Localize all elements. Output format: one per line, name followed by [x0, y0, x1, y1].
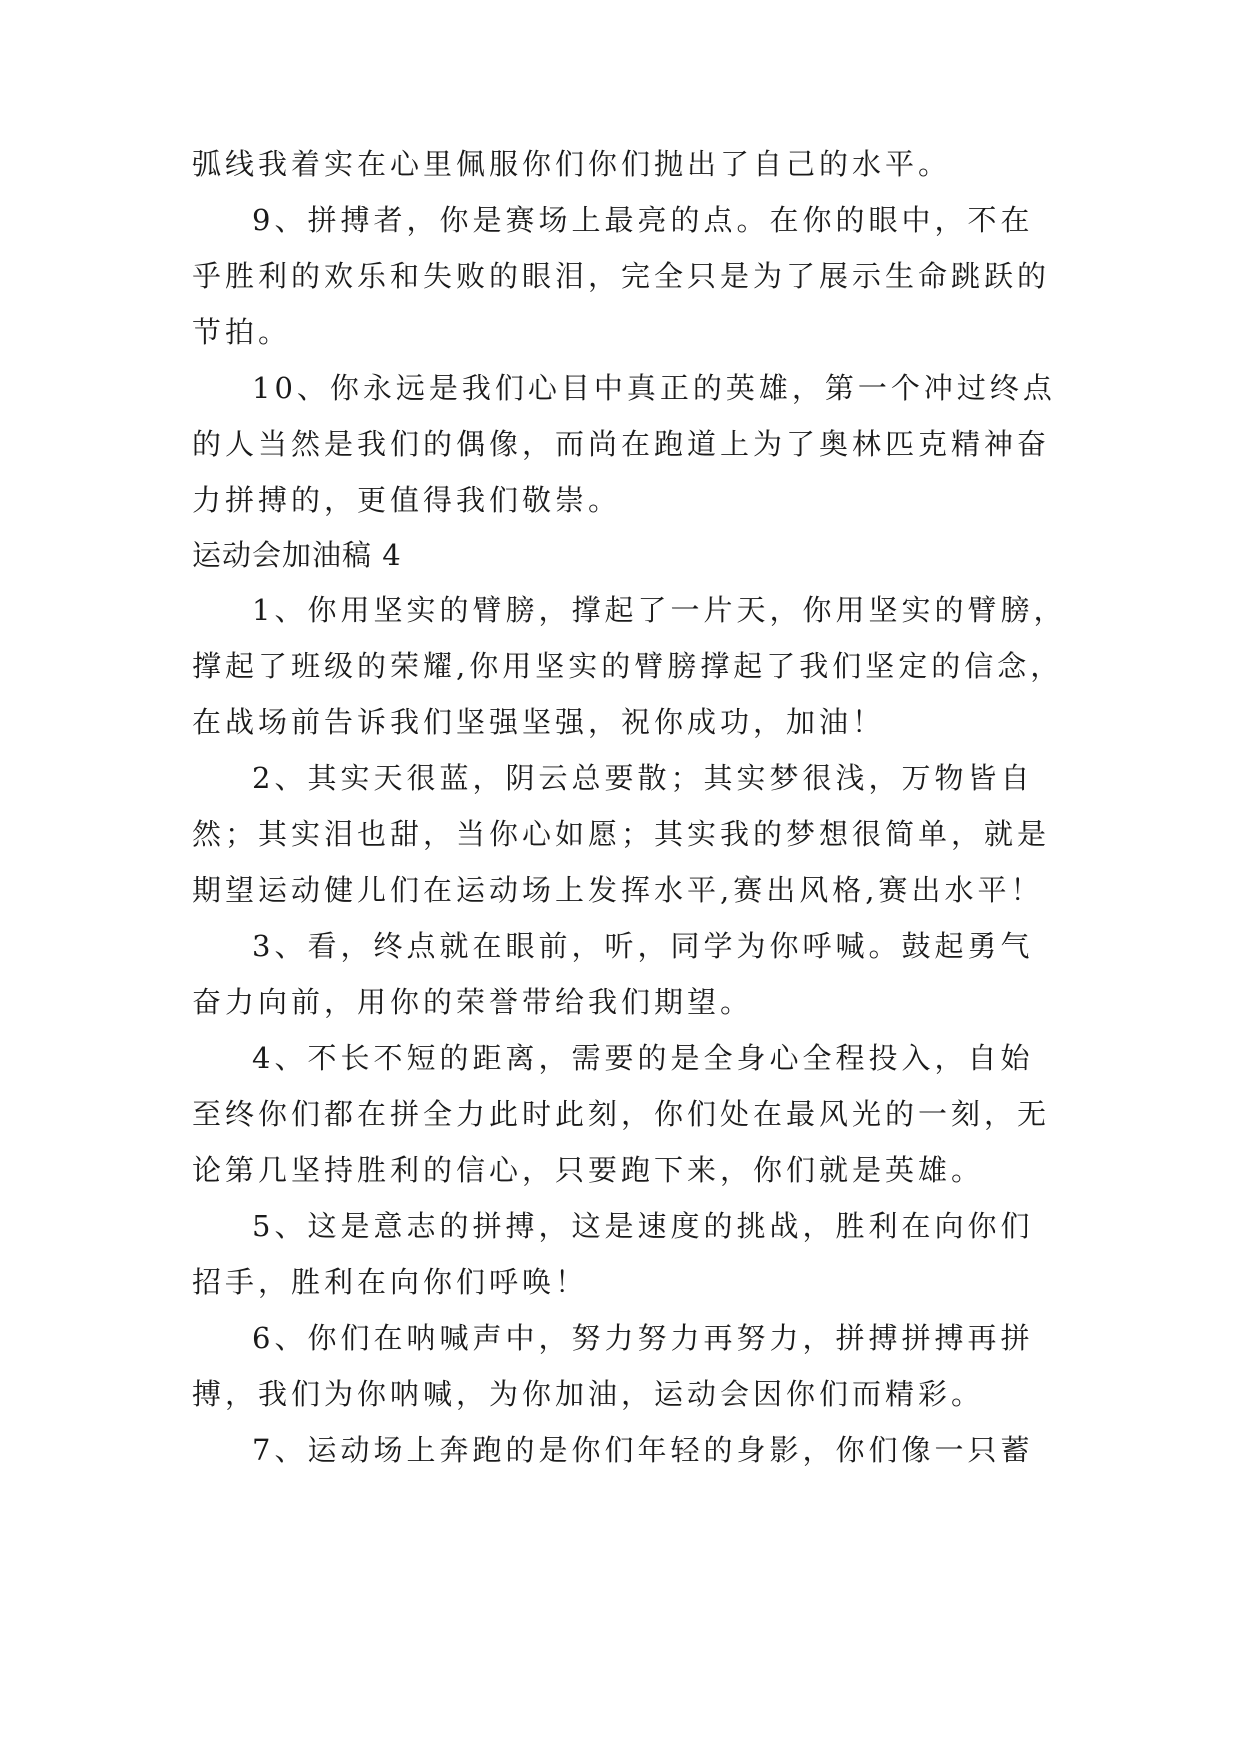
text-line: 至终你们都在拼全力此时此刻，你们处在最风光的一刻，无 [192, 1097, 1051, 1131]
text-line-continuation: 弧线我着实在心里佩服你们你们抛出了自己的水平。 [192, 147, 952, 181]
text-line: 乎胜利的欢乐和失败的眼泪，完全只是为了展示生命跳跃的 [192, 259, 1051, 293]
list-item-6: 6、你们在呐喊声中，努力努力再努力，拼搏拼搏再拼 [252, 1321, 1034, 1355]
text-line: 力拼搏的，更值得我们敬崇。 [192, 483, 622, 517]
section-heading: 运动会加油稿 4 [192, 538, 402, 572]
text-line: 节拍。 [192, 315, 292, 349]
list-item-10: 10、你永远是我们心目中真正的英雄，第一个冲过终点 [252, 371, 1056, 405]
text-line: 奋力向前，用你的荣誉带给我们期望。 [192, 985, 754, 1019]
text-line: 期望运动健儿们在运动场上发挥水平,赛出风格,赛出水平！ [192, 873, 1044, 907]
list-item-9: 9、拼搏者，你是赛场上最亮的点。在你的眼中，不在 [252, 203, 1034, 237]
text-line: 招手，胜利在向你们呼唤！ [192, 1265, 589, 1299]
list-item-2: 2、其实天很蓝，阴云总要散；其实梦很浅，万物皆自 [252, 761, 1034, 795]
text-line: 论第几坚持胜利的信心，只要跑下来，你们就是英雄。 [192, 1153, 985, 1187]
list-item-7: 7、运动场上奔跑的是你们年轻的身影，你们像一只蓄 [252, 1433, 1034, 1467]
text-line: 在战场前告诉我们坚强坚强，祝你成功，加油！ [192, 705, 886, 739]
text-line: 然；其实泪也甜，当你心如愿；其实我的梦想很简单，就是 [192, 817, 1051, 851]
text-line: 的人当然是我们的偶像，而尚在跑道上为了奥林匹克精神奋 [192, 427, 1051, 461]
list-item-4: 4、不长不短的距离，需要的是全身心全程投入，自始 [252, 1041, 1034, 1075]
list-item-3: 3、看，终点就在眼前，听，同学为你呼喊。鼓起勇气 [252, 929, 1034, 963]
list-item-1: 1、你用坚实的臂膀，撑起了一片天，你用坚实的臂膀， [252, 593, 1067, 627]
list-item-5: 5、这是意志的拼搏，这是速度的挑战，胜利在向你们 [252, 1209, 1034, 1243]
text-line: 搏，我们为你呐喊，为你加油，运动会因你们而精彩。 [192, 1377, 985, 1411]
text-line: 撑起了班级的荣耀,你用坚实的臂膀撑起了我们坚定的信念， [192, 649, 1064, 683]
